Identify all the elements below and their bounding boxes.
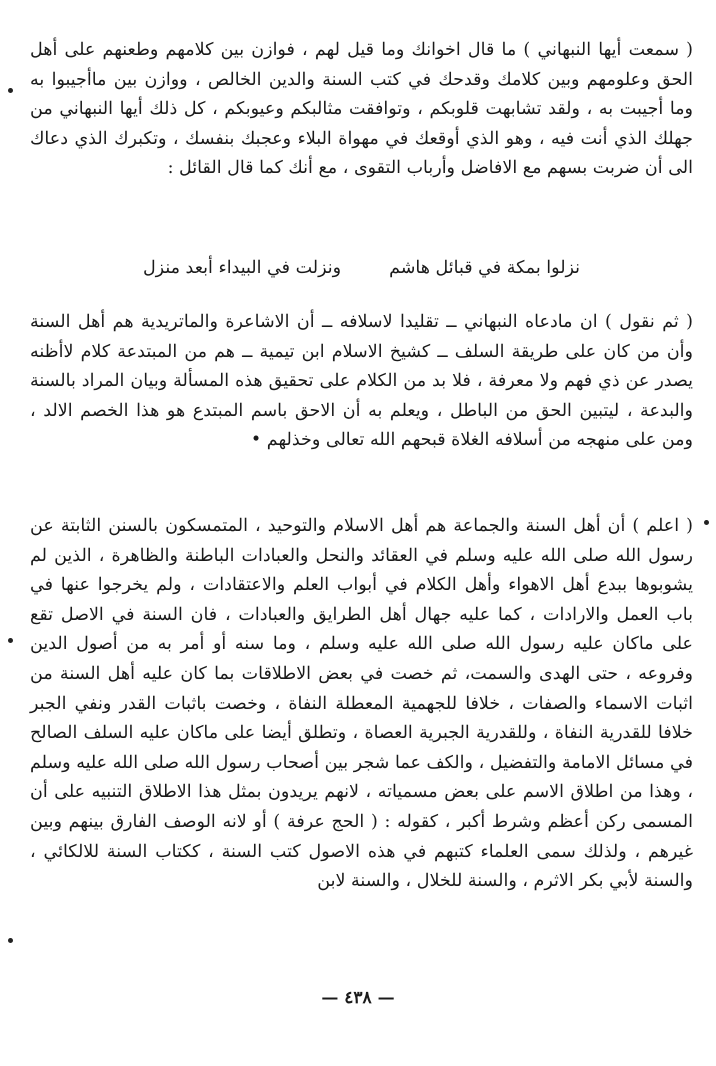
margin-dot bbox=[8, 938, 13, 943]
paragraph-then-we-say bbox=[30, 308, 693, 456]
poetry-verse bbox=[30, 254, 693, 284]
paragraph-know-that bbox=[30, 512, 693, 897]
verse-first-hemistich: نزلوا بمكة في قبائل هاشم bbox=[389, 258, 581, 278]
page-number: — ٤٣٨ — bbox=[321, 988, 395, 1008]
paragraph-text: ( ثم نقول ) ان مادعاه النبهاني ــ تقليدا لاسلافه ــ أن الاشاعرة والماتريدية هم أهل السنة وأن من كان على طريقة السلف ــ كشيخ الاسلام ابن تيمية ــ هم من المبتدعة كلام لاأظنه يصدر عن ذي فهم ولا معرفة ، فلا بد من الكلام على تحقيق هذه المسألة وبيان المراد بالسنة والبدعة ، ليتبين الحق من الباطل ، ويعلم به أن الاحق باسم المبتدع هو هذا الخصم الالد ، ومن على منهجه من أسلافه الغلاة قبحهم الله تعالى وخذلهم • bbox=[30, 312, 693, 451]
margin-dot bbox=[8, 638, 13, 643]
paragraph-text: ( سمعت أيها النبهاني ) ما قال اخوانك وما قيل لهم ، فوازن بين كلامهم وطعنهم على أهل الحق وعلومهم وبين كلامك وقدحك في كتب السنة والدين الخالص ، ووازن بين ماأجيبوا به وما أجيبت به ، ولقد تشابهت قلوبكم ، وتوافقت مثالبكم وعيوبكم ، كل ذلك أيها النبهاني من جهلك الذي أنت فيه ، وهو الذي أوقعك في مهواة البلاء وعجبك بنفسك ، وتكبرك الذي دعاك الى أن ضربت بسهم مع الافاضل وأرباب التقوى ، مع أنك كما قال القائل : bbox=[30, 40, 693, 179]
margin-dot bbox=[704, 520, 709, 525]
paragraph-text: ( اعلم ) أن أهل السنة والجماعة هم أهل الاسلام والتوحيد ، المتمسكون بالسنن الثابتة عن رسول الله صلى الله عليه وسلم في العقائد والنحل والعبادات الباطنة والظاهرة ، الذين لم يشوبوها ببدع أهل الاهواء وأهل الكلام في أبواب العلم والاعتقادات ، ولم يخرجوا عنها في باب العمل والارادات ، كما عليه جهال أهل الطرايق والعبادات ، فان السنة في الاصل تقع على ماكان عليه رسول الله صلى الله عليه وسلم ، وما سنه أو أمر به من أصول الدين وفروعه ، حتى الهدى والسمت، ثم خصت في بعض الاطلاقات بما كان عليه أهل السنة من اثبات الاسماء والصفات ، خلافا للجهمية المعطلة النفاة ، وخصت باثبات القدر ونفي الجبر خلافا للقدرية النفاة ، وللقدرية الجبرية العصاة ، وتطلق أيضا على ماكان عليه السلف الصالح في مسائل الامامة والتفضيل ، والكف عما شجر بين أصحاب رسول الله صلى الله عليه وسلم ، وهذا من اطلاق الاسم على بعض مسمياته ، لانهم يريدون بمثل هذا الاطلاق التنبيه على أن المسمى ركن أعظم وشرط أكبر ، كقوله : ( الحج عرفة ) أو لانه الوصف الفارق بينهم وبين غيرهم ، ولذلك سمى العلماء كتبهم في هذه الاصول كتب السنة ، ككتاب السنة للالكائي ، والسنة لأبي بكر الاثرم ، والسنة للخلال ، والسنة لابن bbox=[30, 516, 693, 892]
paragraph-reply-to-nabhani bbox=[30, 36, 693, 184]
verse-second-hemistich: ونزلت في البيداء أبعد منزل bbox=[142, 258, 342, 278]
margin-dot bbox=[8, 88, 13, 93]
